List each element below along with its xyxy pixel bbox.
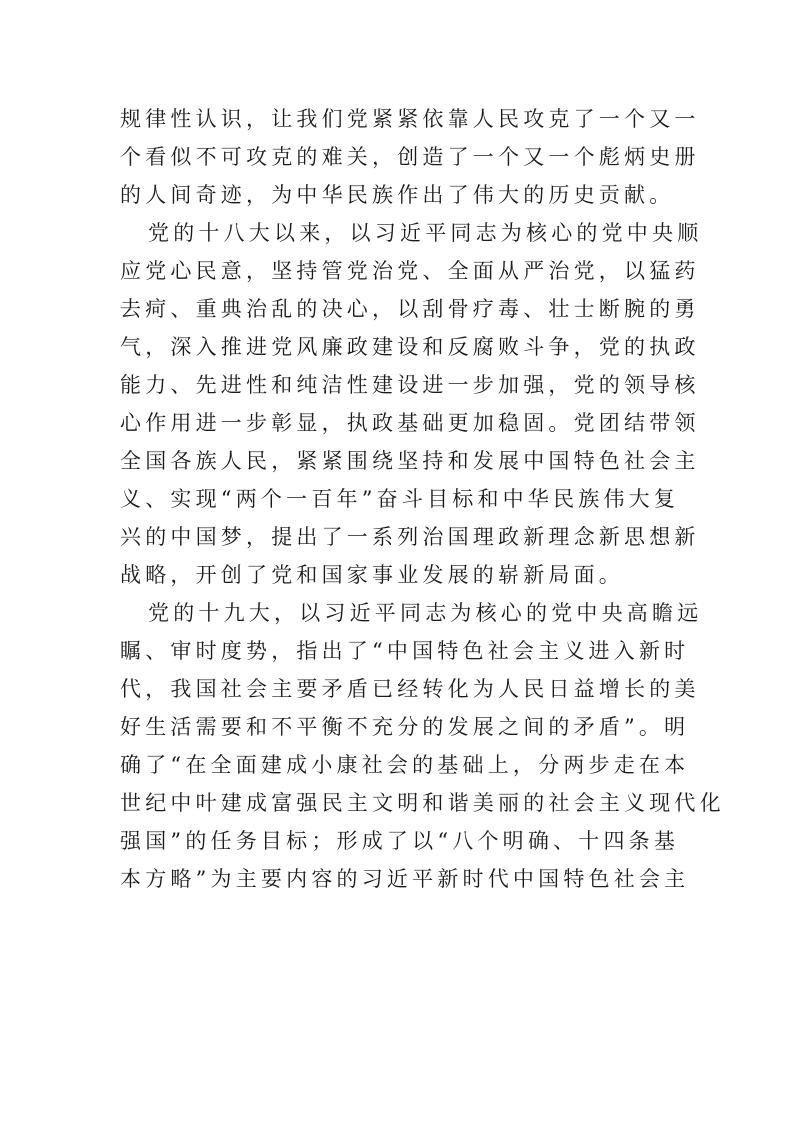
text-line: 去疴、重典治乱的决心，以刮骨疗毒、壮士断腕的勇 bbox=[120, 297, 700, 321]
text-line: 心作用进一步彰显，执政基础更加稳固。党团结带领 bbox=[120, 411, 700, 435]
text-line: 能力、先进性和纯洁性建设进一步加强，党的领导核 bbox=[120, 373, 700, 397]
text-line: 规律性认识，让我们党紧紧依靠人民攻克了一个又一 bbox=[120, 107, 700, 131]
text-line: 义、实现“两个一百年”奋斗目标和中华民族伟大复 bbox=[120, 487, 680, 511]
text-line: 瞩、审时度势，指出了“中国特色社会主义进入新时 bbox=[120, 639, 690, 663]
text-line: 世纪中叶建成富强民主文明和谐美丽的社会主义现代化 bbox=[120, 791, 725, 815]
text-line: 兴的中国梦，提出了一系列治国理政新理念新思想新 bbox=[120, 525, 700, 549]
paragraph-start-line: 党的十九大，以习近平同志为核心的党中央高瞻远 bbox=[148, 601, 703, 625]
text-line: 确了“在全面建成小康社会的基础上，分两步走在本 bbox=[120, 753, 690, 777]
body-text bbox=[120, 100, 725, 898]
text-line: 应党心民意，坚持管党治党、全面从严治党，以猛药 bbox=[120, 259, 700, 283]
text-line: 全国各族人民，紧紧围绕坚持和发展中国特色社会主 bbox=[120, 449, 700, 473]
text-line: 本方略”为主要内容的习近平新时代中国特色社会主 bbox=[120, 867, 690, 891]
text-line: 的人间奇迹，为中华民族作出了伟大的历史贡献。 bbox=[120, 183, 675, 207]
text-line: 战略，开创了党和国家事业发展的崭新局面。 bbox=[120, 563, 624, 587]
text-line: 代，我国社会主要矛盾已经转化为人民日益增长的美 bbox=[120, 677, 700, 701]
text-line: 好生活需要和不平衡不充分的发展之间的矛盾”。明 bbox=[120, 715, 690, 739]
text-line: 气，深入推进党风廉政建设和反腐败斗争，党的执政 bbox=[120, 335, 700, 359]
text-line: 强国”的任务目标；形成了以“八个明确、十四条基 bbox=[120, 829, 680, 853]
text-line: 个看似不可攻克的难关，创造了一个又一个彪炳史册 bbox=[120, 145, 700, 169]
paragraph-start-line: 党的十八大以来，以习近平同志为核心的党中央顺 bbox=[148, 221, 703, 245]
